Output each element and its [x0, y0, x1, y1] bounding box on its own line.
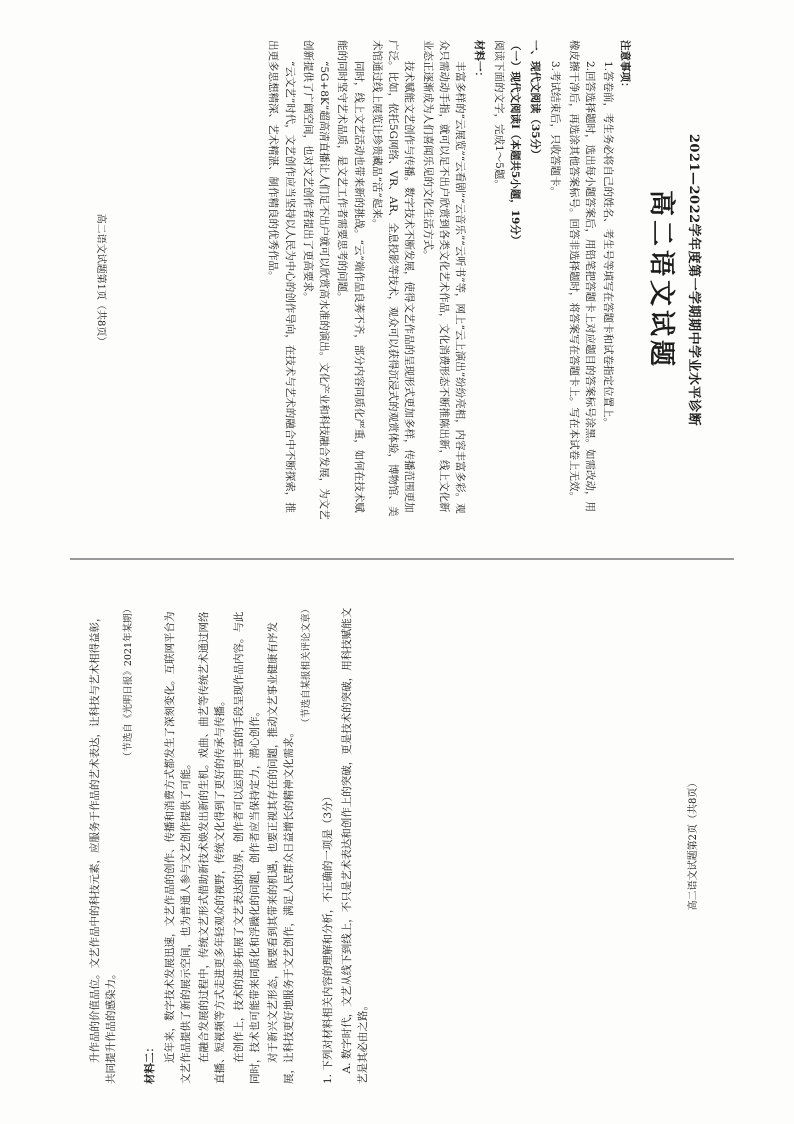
- question-1-option-a: A. 数字时代，文艺从线下到线上，不只是艺术表达和创作上的突破，更是技术的突破，用科技赋能文艺是其必由之路。: [340, 607, 369, 1084]
- paragraph: 升作品的价值品位。文艺作品中的科技元素，应服务于作品的艺术表达，让科技与艺术相得益彰，共同提升作品的感染力。: [89, 611, 118, 1084]
- section-heading: 一、现代文阅读（35分）: [529, 40, 542, 160]
- exam-title: 2021—2022学年度第一学期期中学业水平诊断: [686, 133, 701, 427]
- page-footer: 高二语文试题第1页（共8页）: [95, 213, 107, 347]
- question-1: 1. 下列对材料相关内容的理解和分析，不正确的一项是（3分）: [322, 790, 335, 1084]
- paragraph: 对于新兴文艺形态，既要看到其带来的机遇，也要正视其存在的问题，推动文艺事业健康有序发展，让科技更好地服务于文艺创作，满足人民群众日益增长的精神文化需求。: [267, 622, 296, 1084]
- subsection-heading: （一）现代文阅读Ⅰ（本题共5小题，19分）: [508, 40, 521, 246]
- source-note: （节选自《光明日报》2021年某期）: [122, 604, 134, 762]
- paragraph: 在融合发展的过程中，传统文艺形式借助新技术焕发出新的生机。戏曲、曲艺等传统艺术通过网络直播、短视频等方式走进更多年轻观众的视野，传统文化得到了更好的传承与传播。: [198, 611, 227, 1084]
- notice-item: 3.考试结束后，只收答题卡。: [549, 61, 562, 198]
- reading-instruction: 阅读下面的文字，完成1～5题。: [492, 40, 505, 190]
- paragraph: “5G+8K”超高清直播让人们足不出户就可以欣赏高水准的演出。文化产业和科技融合发展，为文艺创新提供了广阔空间，也对文艺创作者提出了更高要求。: [301, 40, 331, 520]
- page-1-half: [0, 0, 794, 560]
- material-1-label: 材料一：: [473, 40, 486, 82]
- exam-subtitle: 高二语文试题: [645, 189, 676, 370]
- page-1: [87, 40, 707, 520]
- paragraph: 在创作上，技术的进步拓展了文艺表达的边界，创作者可以运用更丰富的手段呈现作品内容。与此同时，技术也可能带来同质化和浮躁化的问题，创作者应当保持定力，潜心创作。: [232, 611, 261, 1084]
- paragraph: 丰富多样的“云展览”“云看剧”“云音乐”“云听书”等，网上“云上演出”纷纷亮相，内容丰富多彩。观众只需动动手指，就可以足不出户欣赏到各类文化艺术作品，文化消费形态不断推陈出新，线上文化新业态正逐渐成为人们喜闻乐见的文化生活方式。: [421, 40, 467, 514]
- page-2: [87, 604, 707, 1084]
- notice-item: 1.答卷前，考生务必将自己的姓名、考生号等填写在答题卡和试卷指定位置上。: [602, 61, 615, 429]
- notice-item: 2.回答选择题时，选出每小题答案后，用铅笔把答题卡上对应题目的答案标号涂黑。如需改动，用橡皮擦干净后，再选涂其他答案标号。回答非选择题时，将答案写在答题卡上。写在本试卷上无效。: [567, 40, 597, 513]
- page-footer: 高二语文试题第2页（共8页）: [687, 777, 699, 911]
- page-2-half: [0, 564, 794, 1124]
- source-note: （节选自某报相关评论文章）: [300, 604, 312, 728]
- paragraph: 近年来，数字技术发展迅速，文艺作品的创作、传播和消费方式都发生了深刻变化。互联网平台为文艺作品提供了新的展示空间，也为普通人参与文艺创作提供了可能。: [163, 611, 192, 1084]
- paragraph: 同时，线上文艺活动也带来新的挑战。“云”端作品良莠不齐，部分内容同质化严重，如何在技术赋能的同时坚守艺术品质，是文艺工作者需要思考的问题。: [336, 40, 365, 513]
- page-divider: [70, 558, 734, 560]
- notice-heading: 注意事项：: [618, 40, 631, 93]
- paragraph: “云文艺”时代，文艺创作应当坚持以人民为中心的创作导向，在技术与艺术的融合中不断探索，推出更多思想精深、艺术精湛、制作精良的优秀作品。: [267, 40, 296, 513]
- material-2-label: 材料二：: [144, 1042, 157, 1084]
- paragraph: 技术赋能文艺创作与传播。数字技术不断发展，使得文艺作品的呈现形式更加多样，传播范围更加广泛。比如，依托5G网络、VR、AR、全息投影等技术，观众可以获得沉浸式的观赏体验，博物馆、美术馆通过线上展览让珍贵藏品“活”起来。: [370, 40, 416, 517]
